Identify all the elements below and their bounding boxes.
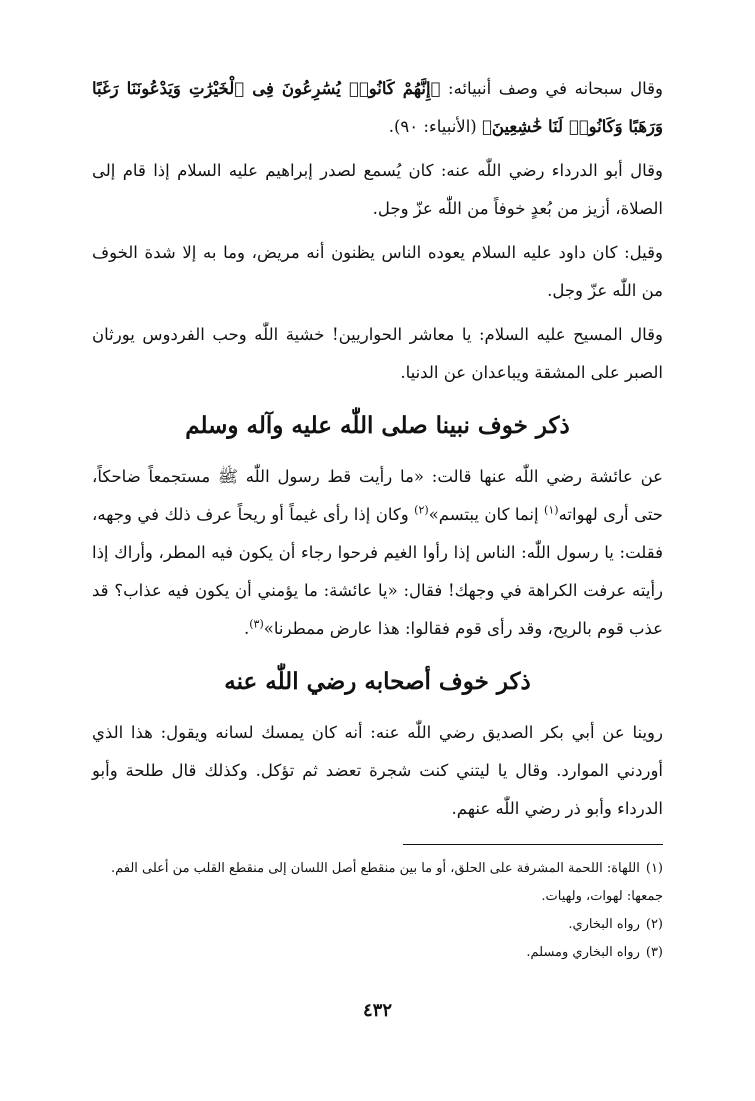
footnote-ref-1[interactable]: (١) <box>544 503 559 517</box>
footnote-number: (١) <box>645 861 663 876</box>
verse-intro: وقال سبحانه في وصف أنبيائه: <box>440 79 664 98</box>
hadith-text-end: . <box>244 619 250 638</box>
footnote-ref-3[interactable]: (٣) <box>249 617 264 631</box>
footnote-text: اللهاة: اللحمة المشرفة على الحلق، أو ما بين منقطع أصل اللسان إلى منقطع القلب من أعلى الفم. جمعها: لهوات، ولهيات. <box>110 861 663 904</box>
hadith-text-part-3: وكان إذا رأى غيماً أو ريحاً عرف ذلك في وجهه، فقلت: يا رسول اللّٰه: الناس إذا رأوا الغيم فرحوا رجاء أن يكون فيه المطر، وأراك إذا رأيته عرفت الكراهة في وجهك! فقال: «يا عائشة: ما يؤمني أن يكون فيه عذاب؟ قد عذب قوم بالريح، وقد رأى قوم فقالوا: هذا عارض ممطرنا» <box>92 505 663 638</box>
verse-reference: (الأنبياء: ٩٠). <box>388 117 482 136</box>
section-heading-companions-fear: ذكر خوف أصحابه رضي اللّٰه عنه <box>224 668 531 695</box>
paragraph-aisha-hadith <box>92 458 663 648</box>
page-number: ٤٣٢ <box>362 1000 392 1021</box>
section-heading-prophet-fear: ذكر خوف نبينا صلى اللّٰه عليه وآله وسلم <box>185 412 570 439</box>
paragraph-masih: وقال المسيح عليه السلام: يا معاشر الحواريين! خشية اللّٰه وحب الفردوس يورثان الصبر على المشقة ويباعدان عن الدنيا. <box>92 325 663 382</box>
footnote-divider <box>403 844 663 845</box>
footnote-2 <box>92 911 663 939</box>
footnote-text: رواه البخاري. <box>568 917 640 932</box>
footnote-number: (٣) <box>645 945 663 960</box>
paragraph-dawud: وقيل: كان داود عليه السلام يعوده الناس يظنون أنه مريض، وما به إلا شدة الخوف من اللّٰه عزّ وجل. <box>92 243 663 300</box>
footnote-ref-2[interactable]: (٢) <box>414 503 429 517</box>
footnote-text: رواه البخاري ومسلم. <box>526 945 640 960</box>
footnotes <box>92 855 663 967</box>
footnote-number: (٢) <box>645 917 663 932</box>
footnote-1 <box>92 855 663 911</box>
hadith-text-part-2: إنما كان يبتسم» <box>428 505 545 524</box>
footnote-3 <box>92 939 663 967</box>
paragraph-abu-bakr: روينا عن أبي بكر الصديق رضي اللّٰه عنه: أنه كان يمسك لسانه ويقول: هذا الذي أوردني الموارد. وقال يا ليتني كنت شجرة تعضد ثم تؤكل. وكذلك قال طلحة وأبو الدرداء وأبو ذر رضي اللّٰه عنهم. <box>92 723 663 818</box>
paragraph-prophets-verse <box>92 70 663 146</box>
hadith-text-part-1: عن عائشة رضي اللّٰه عنها قالت: «ما رأيت قط رسول اللّٰه ﷺ مستجمعاً ضاحكاً، حتى أرى لهواته <box>92 467 663 524</box>
quran-verse: ﴿إِنَّهُمْ كَانُوا۟ يُسَٰرِعُونَ فِى ٱلْخَيْرَٰتِ وَيَدْعُونَنَا رَغَبًا وَرَهَبًا وَكَانُوا۟ لَنَا خَٰشِعِينَ﴾ <box>92 79 663 136</box>
paragraph-abu-darda: وقال أبو الدرداء رضي اللّٰه عنه: كان يُسمع لصدر إبراهيم عليه السلام إذا قام إلى الصلاة، أزيز من بُعدٍ خوفاً من اللّٰه عزّ وجل. <box>92 161 663 218</box>
